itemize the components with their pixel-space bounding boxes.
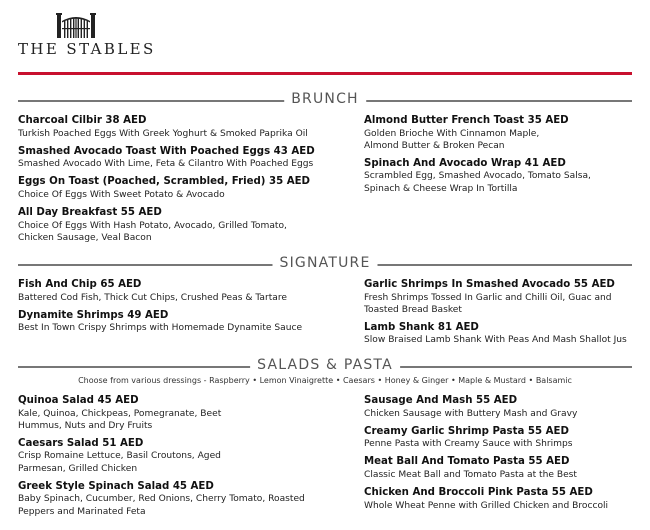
menu-item	[364, 278, 632, 316]
brunch-left-column	[18, 114, 318, 249]
item-description: Slow Braised Lamb Shank With Peas And Mash Shallot Jus	[364, 335, 627, 346]
item-name: Dynamite Shrimps 49 AED	[18, 309, 169, 321]
brand-name: THE STABLES	[18, 40, 156, 58]
item-name: All Day Breakfast 55 AED	[18, 207, 162, 219]
section-heading-salads-pasta	[18, 358, 632, 374]
dressings-note: Choose from various dressings - Raspberry • Lemon Vinaigrette • Caesars • Honey & Ginger • Maple & Mustard • Balsamic	[78, 376, 572, 385]
item-description: Chicken Sausage with Buttery Mash and Gravy	[364, 408, 578, 419]
brunch-right-column	[364, 114, 632, 200]
menu-item	[364, 425, 632, 451]
signature-right-column	[364, 278, 632, 352]
menu-item	[364, 114, 632, 152]
menu-item	[18, 309, 348, 335]
item-description: Kale, Quinoa, Chickpeas, Pomegranate, Beet Hummus, Nuts and Dry Fruits	[18, 408, 222, 431]
item-description: Classic Meat Ball and Tomato Pasta at the Best	[364, 469, 577, 480]
menu-item	[18, 480, 308, 518]
item-name: Fish And Chip 65 AED	[18, 279, 142, 290]
section-heading-brunch	[18, 92, 632, 108]
item-description: Choice Of Eggs With Sweet Potato & Avocado	[18, 189, 225, 200]
item-description: Fresh Shrimps Tossed In Garlic and Chilli Oil, Guac and Toasted Bread Basket	[364, 292, 612, 315]
item-name: Lamb Shank 81 AED	[364, 321, 479, 333]
menu-item	[18, 114, 318, 140]
item-description: Smashed Avocado With Lime, Feta & Cilantro With Poached Eggs	[18, 159, 314, 170]
item-name: Sausage And Mash 55 AED	[364, 395, 518, 406]
menu-item	[364, 486, 632, 512]
item-description: Turkish Poached Eggs With Greek Yoghurt & Smoked Paprika Oil	[18, 128, 308, 139]
item-name: Caesars Salad 51 AED	[18, 437, 144, 449]
signature-left-column	[18, 278, 348, 339]
section-heading-signature	[18, 256, 632, 272]
item-name: Creamy Garlic Shrimp Pasta 55 AED	[364, 425, 569, 437]
menu-item	[364, 157, 632, 195]
item-description: Battered Cod Fish, Thick Cut Chips, Crushed Peas & Tartare	[18, 292, 287, 303]
section-title: SIGNATURE	[273, 255, 378, 271]
item-description: Golden Brioche With Cinnamon Maple, Almond Butter & Broken Pecan	[364, 128, 540, 151]
item-name: Chicken And Broccoli Pink Pasta 55 AED	[364, 487, 593, 499]
menu-item	[364, 321, 632, 347]
salads-left-column	[18, 394, 308, 523]
item-description: Baby Spinach, Cucumber, Red Onions, Cherry Tomato, Roasted Peppers and Marinated Feta	[18, 494, 305, 517]
item-description: Scrambled Egg, Smashed Avocado, Tomato Salsa, Spinach & Cheese Wrap In Tortilla	[364, 171, 591, 194]
menu-item	[18, 206, 318, 244]
section-title: BRUNCH	[284, 91, 366, 107]
section-title: SALADS & PASTA	[250, 357, 400, 373]
menu-item	[364, 455, 632, 481]
stable-gate-icon	[56, 12, 96, 38]
menu-item	[364, 394, 632, 420]
item-name: Spinach And Avocado Wrap 41 AED	[364, 157, 566, 169]
item-name: Quinoa Salad 45 AED	[18, 395, 139, 406]
salads-right-column	[364, 394, 632, 517]
item-name: Eggs On Toast (Poached, Scrambled, Fried) 35 AED	[18, 176, 311, 188]
item-name: Meat Ball And Tomato Pasta 55 AED	[364, 456, 570, 468]
menu-item	[18, 278, 348, 304]
item-name: Almond Butter French Toast 35 AED	[364, 115, 569, 126]
item-description: Best In Town Crispy Shrimps with Homemade Dynamite Sauce	[18, 323, 303, 334]
brand-header	[18, 12, 156, 58]
menu-item	[18, 394, 308, 432]
item-description: Choice Of Eggs With Hash Potato, Avocado, Grilled Tomato, Chicken Sausage, Veal Bacon	[18, 220, 287, 243]
item-description: Whole Wheat Penne with Grilled Chicken and Broccoli	[364, 500, 609, 511]
accent-divider	[18, 72, 632, 75]
item-description: Penne Pasta with Creamy Sauce with Shrimps	[364, 439, 573, 450]
menu-item	[18, 175, 318, 201]
item-name: Smashed Avocado Toast With Poached Eggs 43 AED	[18, 145, 315, 157]
item-name: Charcoal Cilbir 38 AED	[18, 115, 147, 126]
item-name: Greek Style Spinach Salad 45 AED	[18, 480, 214, 492]
menu-item	[18, 145, 318, 171]
item-name: Garlic Shrimps In Smashed Avocado 55 AED	[364, 279, 615, 290]
item-description: Crisp Romaine Lettuce, Basil Croutons, Aged Parmesan, Grilled Chicken	[18, 451, 221, 474]
menu-item	[18, 437, 308, 475]
